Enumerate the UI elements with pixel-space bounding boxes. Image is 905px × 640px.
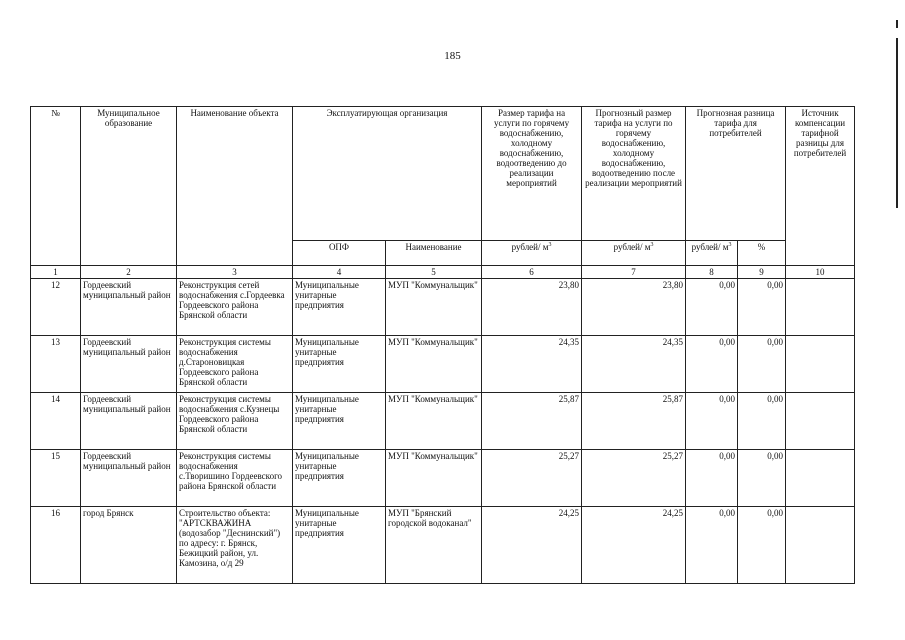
header-num: №: [31, 107, 81, 266]
row-tariff-after: 23,80: [582, 279, 686, 336]
row-org: МУП "Коммунальщик": [386, 393, 482, 450]
row-tariff-before: 25,27: [482, 450, 582, 507]
column-number-row: [31, 266, 855, 279]
scan-edge-line: [896, 38, 898, 208]
row-opf: Муниципальные унитарные предприятия: [293, 450, 386, 507]
header-source: Источник компенсации тарифной разницы для потребителей: [786, 107, 855, 266]
subheader-unit-after: рублей/ $м^3$: [582, 241, 686, 266]
column-number: 7: [582, 266, 686, 279]
row-diff-pct: 0,00: [738, 393, 786, 450]
header-municipality: Муниципальное образование: [81, 107, 177, 266]
row-org: МУП "Коммунальщик": [386, 336, 482, 393]
row-opf: Муниципальные унитарные предприятия: [293, 336, 386, 393]
column-number: 4: [293, 266, 386, 279]
row-municipality: Гордеевский муниципальный район: [81, 279, 177, 336]
row-object: Строительство объекта: "АРТСКВАЖИНА (водозабор "Деснинский") по адресу: г. Брянск, Бежицкий район, ул. Камозина, о/д 29: [177, 507, 293, 584]
column-number: 2: [81, 266, 177, 279]
row-object: Реконструкция системы водоснабжения с.Творишино Гордеевского района Брянской области: [177, 450, 293, 507]
row-municipality: Гордеевский муниципальный район: [81, 450, 177, 507]
row-municipality: Гордеевский муниципальный район: [81, 336, 177, 393]
row-diff-rub: 0,00: [686, 393, 738, 450]
table-row: [31, 507, 855, 584]
row-org: МУП "Коммунальщик": [386, 450, 482, 507]
header-tariff-before: Размер тарифа на услуги по горячему водоснабжению, холодному водоснабжению, водоотведению до реализации мероприятий: [482, 107, 582, 241]
row-num: 16: [31, 507, 81, 584]
tariff-table: [30, 106, 855, 584]
subheader-unit-diff: рублей/ $м^3$: [686, 241, 738, 266]
header-difference: Прогнозная разница тарифа для потребителей: [686, 107, 786, 241]
subheader-name: Наименование: [386, 241, 482, 266]
row-source: [786, 450, 855, 507]
subheader-opf: ОПФ: [293, 241, 386, 266]
row-org: МУП "Брянский городской водоканал": [386, 507, 482, 584]
header-row: [31, 107, 855, 241]
row-source: [786, 279, 855, 336]
row-diff-rub: 0,00: [686, 279, 738, 336]
row-diff-rub: 0,00: [686, 507, 738, 584]
row-num: 13: [31, 336, 81, 393]
row-source: [786, 507, 855, 584]
header-tariff-after: Прогнозный размер тарифа на услуги по горячему водоснабжению, холодному водоснабжению, водоотведению после реализации мероприятий: [582, 107, 686, 241]
header-operator: Эксплуатирующая организация: [293, 107, 482, 241]
subheader-unit-before: рублей/ $м^3$: [482, 241, 582, 266]
row-opf: Муниципальные унитарные предприятия: [293, 279, 386, 336]
row-diff-pct: 0,00: [738, 450, 786, 507]
row-tariff-before: 23,80: [482, 279, 582, 336]
row-tariff-before: 24,35: [482, 336, 582, 393]
row-tariff-after: 25,87: [582, 393, 686, 450]
subheader-percent: %: [738, 241, 786, 266]
row-org: МУП "Коммунальщик": [386, 279, 482, 336]
page-number: 185: [444, 50, 461, 62]
row-opf: Муниципальные унитарные предприятия: [293, 507, 386, 584]
row-object: Реконструкция системы водоснабжения д.Староновицкая Гордеевского района Брянской области: [177, 336, 293, 393]
column-number: 6: [482, 266, 582, 279]
row-num: 12: [31, 279, 81, 336]
header-object: Наименование объекта: [177, 107, 293, 266]
row-tariff-before: 24,25: [482, 507, 582, 584]
column-number: 1: [31, 266, 81, 279]
table-row: [31, 393, 855, 450]
row-num: 14: [31, 393, 81, 450]
column-number: 3: [177, 266, 293, 279]
row-object: Реконструкция системы водоснабжения с.Кузнецы Гордеевского района Брянской области: [177, 393, 293, 450]
scan-edge-mark: [896, 20, 898, 28]
row-source: [786, 393, 855, 450]
row-municipality: город Брянск: [81, 507, 177, 584]
row-num: 15: [31, 450, 81, 507]
column-number: 5: [386, 266, 482, 279]
table-row: [31, 279, 855, 336]
row-tariff-after: 24,25: [582, 507, 686, 584]
table-row: [31, 336, 855, 393]
row-source: [786, 336, 855, 393]
row-diff-rub: 0,00: [686, 450, 738, 507]
column-number: 9: [738, 266, 786, 279]
row-diff-rub: 0,00: [686, 336, 738, 393]
row-diff-pct: 0,00: [738, 336, 786, 393]
row-opf: Муниципальные унитарные предприятия: [293, 393, 386, 450]
row-object: Реконструкция сетей водоснабжения с.Гордеевка Гордеевского района Брянской области: [177, 279, 293, 336]
table-row: [31, 450, 855, 507]
row-tariff-before: 25,87: [482, 393, 582, 450]
column-number: 8: [686, 266, 738, 279]
row-diff-pct: 0,00: [738, 507, 786, 584]
row-tariff-after: 25,27: [582, 450, 686, 507]
row-tariff-after: 24,35: [582, 336, 686, 393]
row-municipality: Гордеевский муниципальный район: [81, 393, 177, 450]
row-diff-pct: 0,00: [738, 279, 786, 336]
column-number: 10: [786, 266, 855, 279]
